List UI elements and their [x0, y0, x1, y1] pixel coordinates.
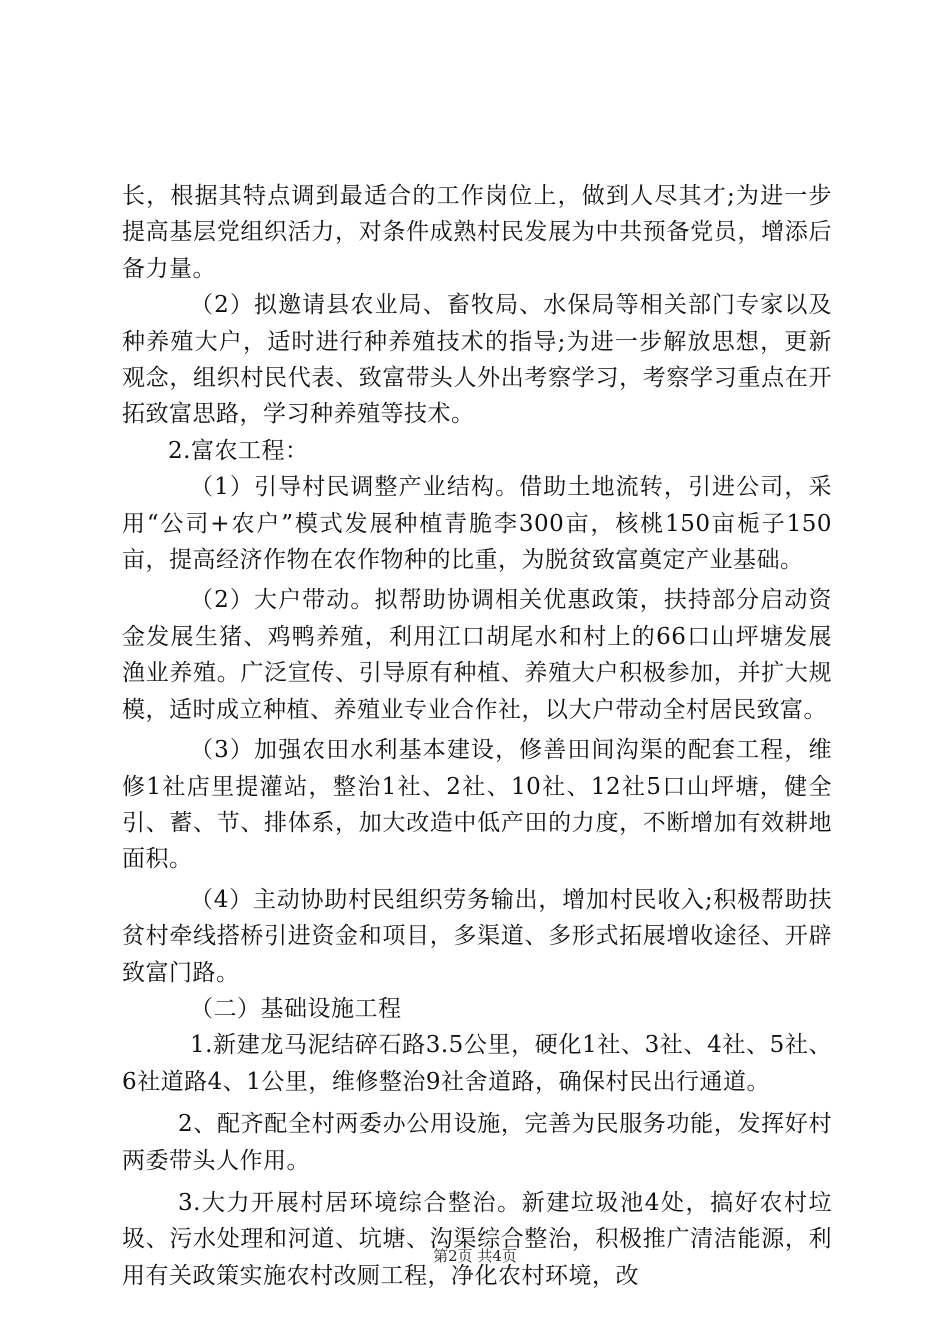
paragraph-infra-2-facilities: 2、配齐配全村两委办公用设施，完善为民服务功能，发挥好村两委带头人作用。 [122, 1111, 832, 1174]
paragraph-item-2-big-households: （2）大户带动。拟帮助协调相关优惠政策，扶持部分启动资金发展生猪、鸡鸭养殖，利用江口胡尾水和村上的66口山坪塘发展渔业养殖。广泛宣传、引导原有种植、养殖大户积极参加，并扩大规模，适时成立种植、养殖业专业合作社，以大户带动全村居民致富。 [122, 587, 832, 723]
paragraph-item-3-irrigation: （3）加强农田水利基本建设，修善田间沟渠的配套工程，维修1社店里提灌站，整治1社、2社、10社、12社5口山坪塘，健全引、蓄、节、排体系，加大改造中低产田的力度，不断增加有效耕地面积。 [122, 737, 832, 873]
page-number-footer: 第2页 共4页 [433, 1247, 517, 1265]
paragraph-infra-3-environment: 3.大力开展村居环境综合整治。新建垃圾池4处，搞好农村垃圾、污水处理和河道、坑塘、沟渠综合整治，积极推广清洁能源，利用有关政策实施农村改厕工程，净化农村环境，改 [122, 1189, 832, 1289]
section-heading-infrastructure: （二）基础设施工程 [190, 995, 402, 1022]
paragraph-infra-1-roads: 1.新建龙马泥结碎石路3.5公里，硬化1社、3社、4社、5社、6社道路4、1公里，维修整治9社舍道路，确保村民出行通道。 [122, 1032, 832, 1095]
document-body [122, 178, 832, 1294]
paragraph-item-2-training: （2）拟邀请县农业局、畜牧局、水保局等相关部门专家以及种养殖大户，适时进行种养殖技术的指导;为进一步解放思想，更新观念，组织村民代表、致富带头人外出考察学习，考察学习重点在开拓致富思路，学习种养殖等技术。 [122, 292, 832, 428]
paragraph-item-4-labor: （4）主动协助村民组织劳务输出，增加村民收入;积极帮助扶贫村牵线搭桥引进资金和项目，多渠道、多形式拓展增收途径、开辟致富门路。 [122, 886, 832, 986]
paragraph-item-1-industry: （1）引导村民调整产业结构。借助土地流转，引进公司，采用“公司+农户”模式发展种植青脆李300亩，核桃150亩栀子150亩，提高经济作物在农作物种的比重，为脱贫致富奠定产业基础。 [122, 474, 832, 574]
section-heading-fu-nong: 2.富农工程： [168, 437, 309, 464]
paragraph-continuation: 长，根据其特点调到最适合的工作岗位上，做到人尽其才;为进一步提高基层党组织活力，对条件成熟村民发展为中共预备党员，增添后备力量。 [122, 183, 832, 282]
